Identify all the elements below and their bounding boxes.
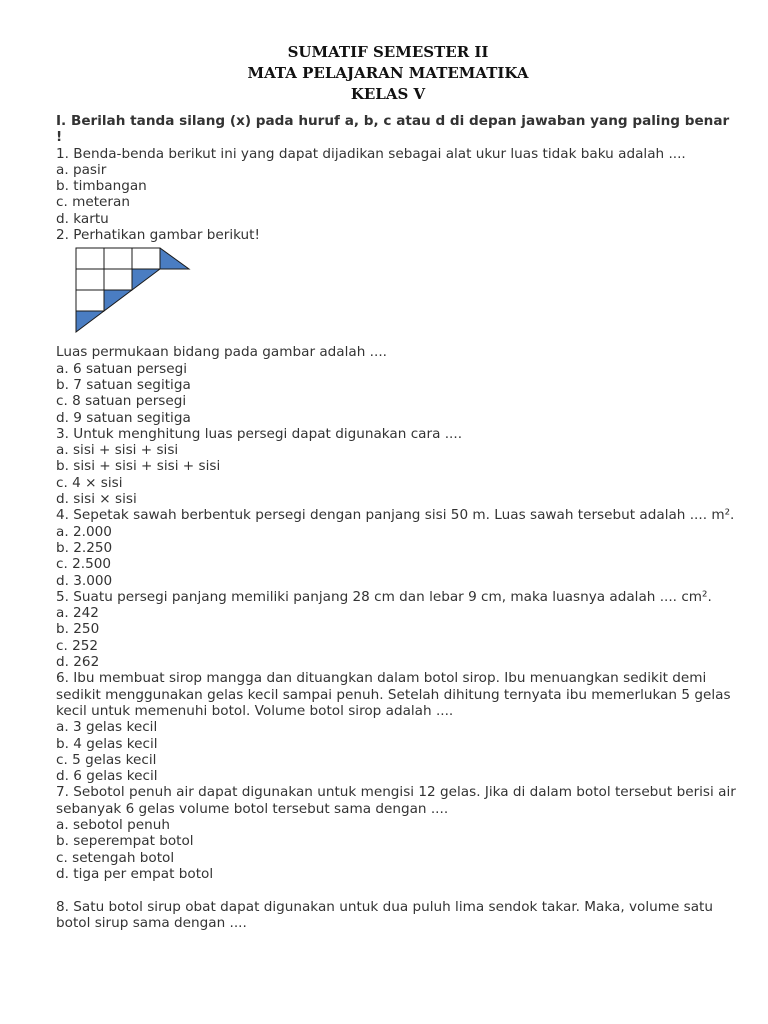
question-followup: Luas permukaan bidang pada gambar adalah .... bbox=[56, 344, 387, 361]
option-b: b. 2.250 bbox=[56, 539, 113, 556]
grid-triangle-figure bbox=[75, 246, 195, 340]
option-d: d. 6 gelas kecil bbox=[56, 768, 158, 785]
question-7 bbox=[56, 784, 736, 882]
option-a: a. 2.000 bbox=[56, 523, 112, 540]
option-b: b. seperempat botol bbox=[56, 833, 194, 850]
exam-subject: MATA PELAJARAN MATEMATIKA bbox=[247, 64, 529, 82]
spacer bbox=[56, 882, 736, 899]
question-8 bbox=[56, 899, 736, 932]
option-b: b. 4 gelas kecil bbox=[56, 735, 158, 752]
instruction: I. Berilah tanda silang (x) pada huruf a, b, c atau d di depan jawaban yang paling benar ! bbox=[56, 113, 730, 146]
question-text: 5. Suatu persegi panjang memiliki panjang 28 cm dan lebar 9 cm, maka luasnya adalah .... cm². bbox=[56, 588, 712, 605]
exam-header bbox=[0, 42, 768, 105]
grid-square bbox=[76, 248, 104, 269]
question-4 bbox=[56, 507, 736, 588]
option-d: d. sisi × sisi bbox=[56, 491, 137, 508]
option-d: d. tiga per empat botol bbox=[56, 865, 214, 882]
question-text: 3. Untuk menghitung luas persegi dapat digunakan cara .... bbox=[56, 425, 463, 442]
option-a: a. sisi + sisi + sisi bbox=[56, 442, 179, 459]
question-text: 4. Sepetak sawah berbentuk persegi dengan panjang sisi 50 m. Luas sawah tersebut adalah .... m². bbox=[56, 507, 735, 524]
question-3 bbox=[56, 426, 736, 507]
option-c: c. 8 satuan persegi bbox=[56, 393, 187, 410]
question-text: 7. Sebotol penuh air dapat digunakan untuk mengisi 12 gelas. Jika di dalam botol tersebut berisi air sebanyak 6 gelas volume botol tersebut sama dengan .... bbox=[56, 784, 736, 817]
question-text: 6. Ibu membuat sirop mangga dan dituangkan dalam botol sirop. Ibu menuangkan sedikit demi sedikit menggunakan gelas kecil sampai penuh. Setelah dihitung ternyata ibu memerlukan 5 gelas kecil untuk memenuhi botol. Volume botol sirop adalah .... bbox=[56, 670, 731, 719]
option-b: b. sisi + sisi + sisi + sisi bbox=[56, 458, 221, 475]
grid-square bbox=[76, 269, 104, 290]
option-d: d. 9 satuan segitiga bbox=[56, 409, 191, 426]
option-c: c. 4 × sisi bbox=[56, 474, 123, 491]
option-c: c. setengah botol bbox=[56, 849, 175, 866]
grid-square bbox=[104, 248, 132, 269]
question-6 bbox=[56, 670, 736, 784]
option-c: c. 2.500 bbox=[56, 556, 112, 573]
option-a: a. 6 satuan persegi bbox=[56, 360, 187, 377]
option-a: a. 3 gelas kecil bbox=[56, 719, 158, 736]
option-d: d. kartu bbox=[56, 210, 109, 227]
option-a: a. 242 bbox=[56, 605, 99, 622]
option-c: c. meteran bbox=[56, 194, 130, 211]
option-b: b. 250 bbox=[56, 621, 100, 638]
option-d: d. 3.000 bbox=[56, 572, 113, 589]
grid-square bbox=[104, 269, 132, 290]
question-2 bbox=[56, 227, 736, 426]
question-text: 8. Satu botol sirup obat dapat digunakan untuk dua puluh lima sendok takar. Maka, volume satu botol sirup sama dengan .... bbox=[56, 899, 714, 932]
option-d: d. 262 bbox=[56, 654, 100, 671]
question-1 bbox=[56, 146, 736, 227]
grid-square bbox=[76, 290, 104, 311]
option-c: c. 5 gelas kecil bbox=[56, 751, 157, 768]
option-b: b. 7 satuan segitiga bbox=[56, 376, 191, 393]
exam-content bbox=[56, 113, 736, 932]
option-a: a. pasir bbox=[56, 161, 107, 178]
question-5 bbox=[56, 589, 736, 670]
question-text: 1. Benda-benda berikut ini yang dapat dijadikan sebagai alat ukur luas tidak baku adalah .... bbox=[56, 145, 686, 162]
exam-title: SUMATIF SEMESTER II bbox=[287, 43, 489, 61]
grid-square bbox=[132, 248, 160, 269]
exam-class: KELAS V bbox=[350, 85, 426, 103]
option-c: c. 252 bbox=[56, 637, 99, 654]
option-a: a. sebotol penuh bbox=[56, 816, 170, 833]
option-b: b. timbangan bbox=[56, 178, 147, 195]
grid-figure bbox=[56, 243, 736, 344]
question-text: 2. Perhatikan gambar berikut! bbox=[56, 227, 260, 244]
